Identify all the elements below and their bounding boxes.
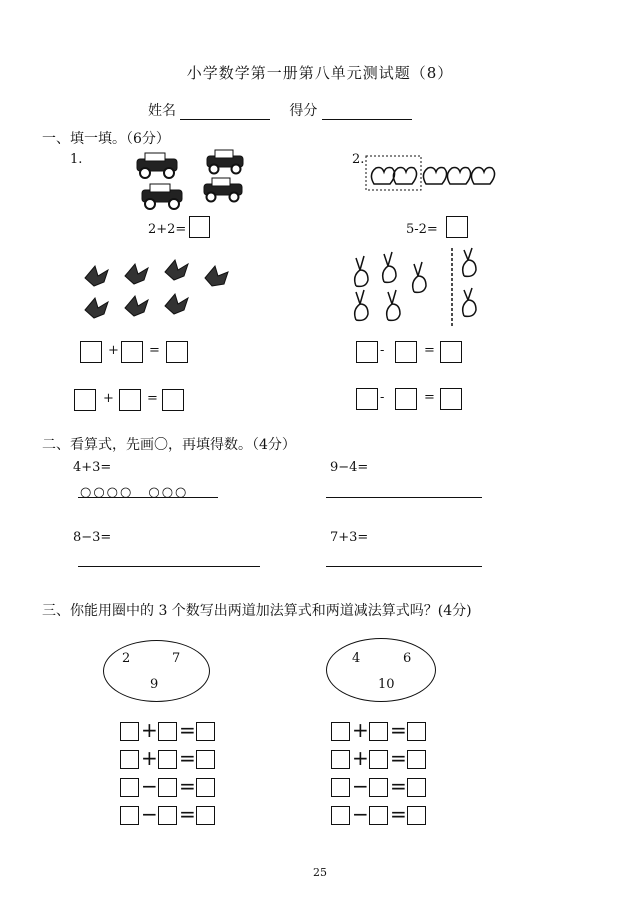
equals-sign: = <box>179 746 196 770</box>
radishes-picture <box>348 248 488 328</box>
expr-8minus3: 8−3= <box>73 530 112 545</box>
blank-box[interactable] <box>331 806 350 825</box>
box-birds-1c[interactable] <box>166 341 188 363</box>
equals-sign: = <box>179 802 196 826</box>
plus-sign: + <box>108 343 119 358</box>
blank-box[interactable] <box>407 778 426 797</box>
answer-line-2[interactable] <box>326 497 482 498</box>
q1-label: 1. <box>70 152 83 167</box>
operator: + <box>141 718 158 742</box>
operator: + <box>352 746 369 770</box>
score-label: 得分 <box>289 103 318 119</box>
blank-box[interactable] <box>158 806 177 825</box>
blank-box[interactable] <box>331 722 350 741</box>
blank-box[interactable] <box>196 806 215 825</box>
operator: − <box>141 774 158 798</box>
blank-box[interactable] <box>120 806 139 825</box>
blank-box[interactable] <box>331 750 350 769</box>
equation-row <box>120 718 220 744</box>
oval-number: 6 <box>403 651 412 666</box>
number-oval-right <box>326 638 436 702</box>
answer-line-3[interactable] <box>78 566 260 567</box>
oval-number: 9 <box>150 677 159 692</box>
operator: − <box>352 774 369 798</box>
name-score-row <box>148 100 412 120</box>
name-field[interactable] <box>180 103 270 120</box>
operator: + <box>141 746 158 770</box>
expr-4plus3: 4+3= <box>73 460 112 475</box>
score-field[interactable] <box>322 103 412 120</box>
box-radish-2c[interactable] <box>440 388 462 410</box>
page-title: 小学数学第一册第八单元测试题（8） <box>186 64 454 82</box>
eq-2plus2: 2+2= <box>148 222 187 237</box>
oval-number: 2 <box>122 651 131 666</box>
answer-line-4[interactable] <box>326 566 482 567</box>
equation-row <box>331 718 431 744</box>
box-birds-2c[interactable] <box>162 389 184 411</box>
expr-7plus3: 7+3= <box>330 530 369 545</box>
drawn-circles: ○○○○ ○○○ <box>80 485 189 500</box>
page-number: 25 <box>313 866 327 879</box>
blank-box[interactable] <box>369 722 388 741</box>
blank-box[interactable] <box>120 750 139 769</box>
blank-box[interactable] <box>158 722 177 741</box>
equals-sign: = <box>390 718 407 742</box>
blank-box[interactable] <box>120 722 139 741</box>
blank-box[interactable] <box>158 778 177 797</box>
section2-heading: 二、看算式，先画〇，再填得数。（4分） <box>42 437 296 453</box>
blank-box[interactable] <box>369 778 388 797</box>
q2-label: 2. <box>352 152 365 167</box>
box-radish-2b[interactable] <box>395 388 417 410</box>
cars-picture <box>130 148 250 218</box>
operator: − <box>141 802 158 826</box>
answer-box-peaches[interactable] <box>446 216 468 238</box>
box-radish-1a[interactable] <box>356 341 378 363</box>
equation-row <box>120 774 220 800</box>
equation-row <box>120 746 220 772</box>
equals-sign: = <box>390 802 407 826</box>
blank-box[interactable] <box>158 750 177 769</box>
blank-box[interactable] <box>196 722 215 741</box>
blank-box[interactable] <box>196 750 215 769</box>
oval-number: 7 <box>172 651 181 666</box>
minus-sign: - <box>380 390 385 405</box>
blank-box[interactable] <box>369 750 388 769</box>
blank-box[interactable] <box>196 778 215 797</box>
equals-sign: = <box>179 718 196 742</box>
equals-sign: = <box>147 391 158 406</box>
blank-box[interactable] <box>407 722 426 741</box>
equals-sign: = <box>149 343 160 358</box>
equals-sign: = <box>390 774 407 798</box>
equation-row <box>331 774 431 800</box>
blank-box[interactable] <box>369 806 388 825</box>
equals-sign: = <box>179 774 196 798</box>
expr-9minus4: 9−4= <box>330 460 369 475</box>
box-birds-1b[interactable] <box>121 341 143 363</box>
plus-sign: + <box>103 391 114 406</box>
equation-row <box>331 802 431 828</box>
minus-sign: - <box>380 343 385 358</box>
blank-box[interactable] <box>407 806 426 825</box>
equals-sign: = <box>424 390 435 405</box>
box-birds-2a[interactable] <box>74 389 96 411</box>
blank-box[interactable] <box>120 778 139 797</box>
equals-sign: = <box>390 746 407 770</box>
section1-heading: 一、填一填。（6分） <box>42 131 170 147</box>
operator: + <box>352 718 369 742</box>
answer-box-cars[interactable] <box>189 216 210 238</box>
equation-row <box>331 746 431 772</box>
box-birds-1a[interactable] <box>80 341 102 363</box>
box-radish-1b[interactable] <box>395 341 417 363</box>
section3-heading: 三、你能用圈中的 3 个数写出两道加法算式和两道减法算式吗？(4分) <box>42 603 472 619</box>
blank-box[interactable] <box>331 778 350 797</box>
equals-sign: = <box>424 343 435 358</box>
oval-number: 10 <box>378 677 395 692</box>
equation-row <box>120 802 220 828</box>
operator: − <box>352 802 369 826</box>
blank-box[interactable] <box>407 750 426 769</box>
peaches-picture <box>366 156 496 192</box>
eq-5minus2: 5-2= <box>406 222 438 237</box>
box-radish-2a[interactable] <box>356 388 378 410</box>
answer-line-1[interactable] <box>78 497 218 498</box>
box-radish-1c[interactable] <box>440 341 462 363</box>
name-label: 姓名 <box>148 103 176 119</box>
birds-picture <box>80 258 245 330</box>
oval-number: 4 <box>352 651 361 666</box>
box-birds-2b[interactable] <box>119 389 141 411</box>
number-oval-left <box>103 640 210 702</box>
